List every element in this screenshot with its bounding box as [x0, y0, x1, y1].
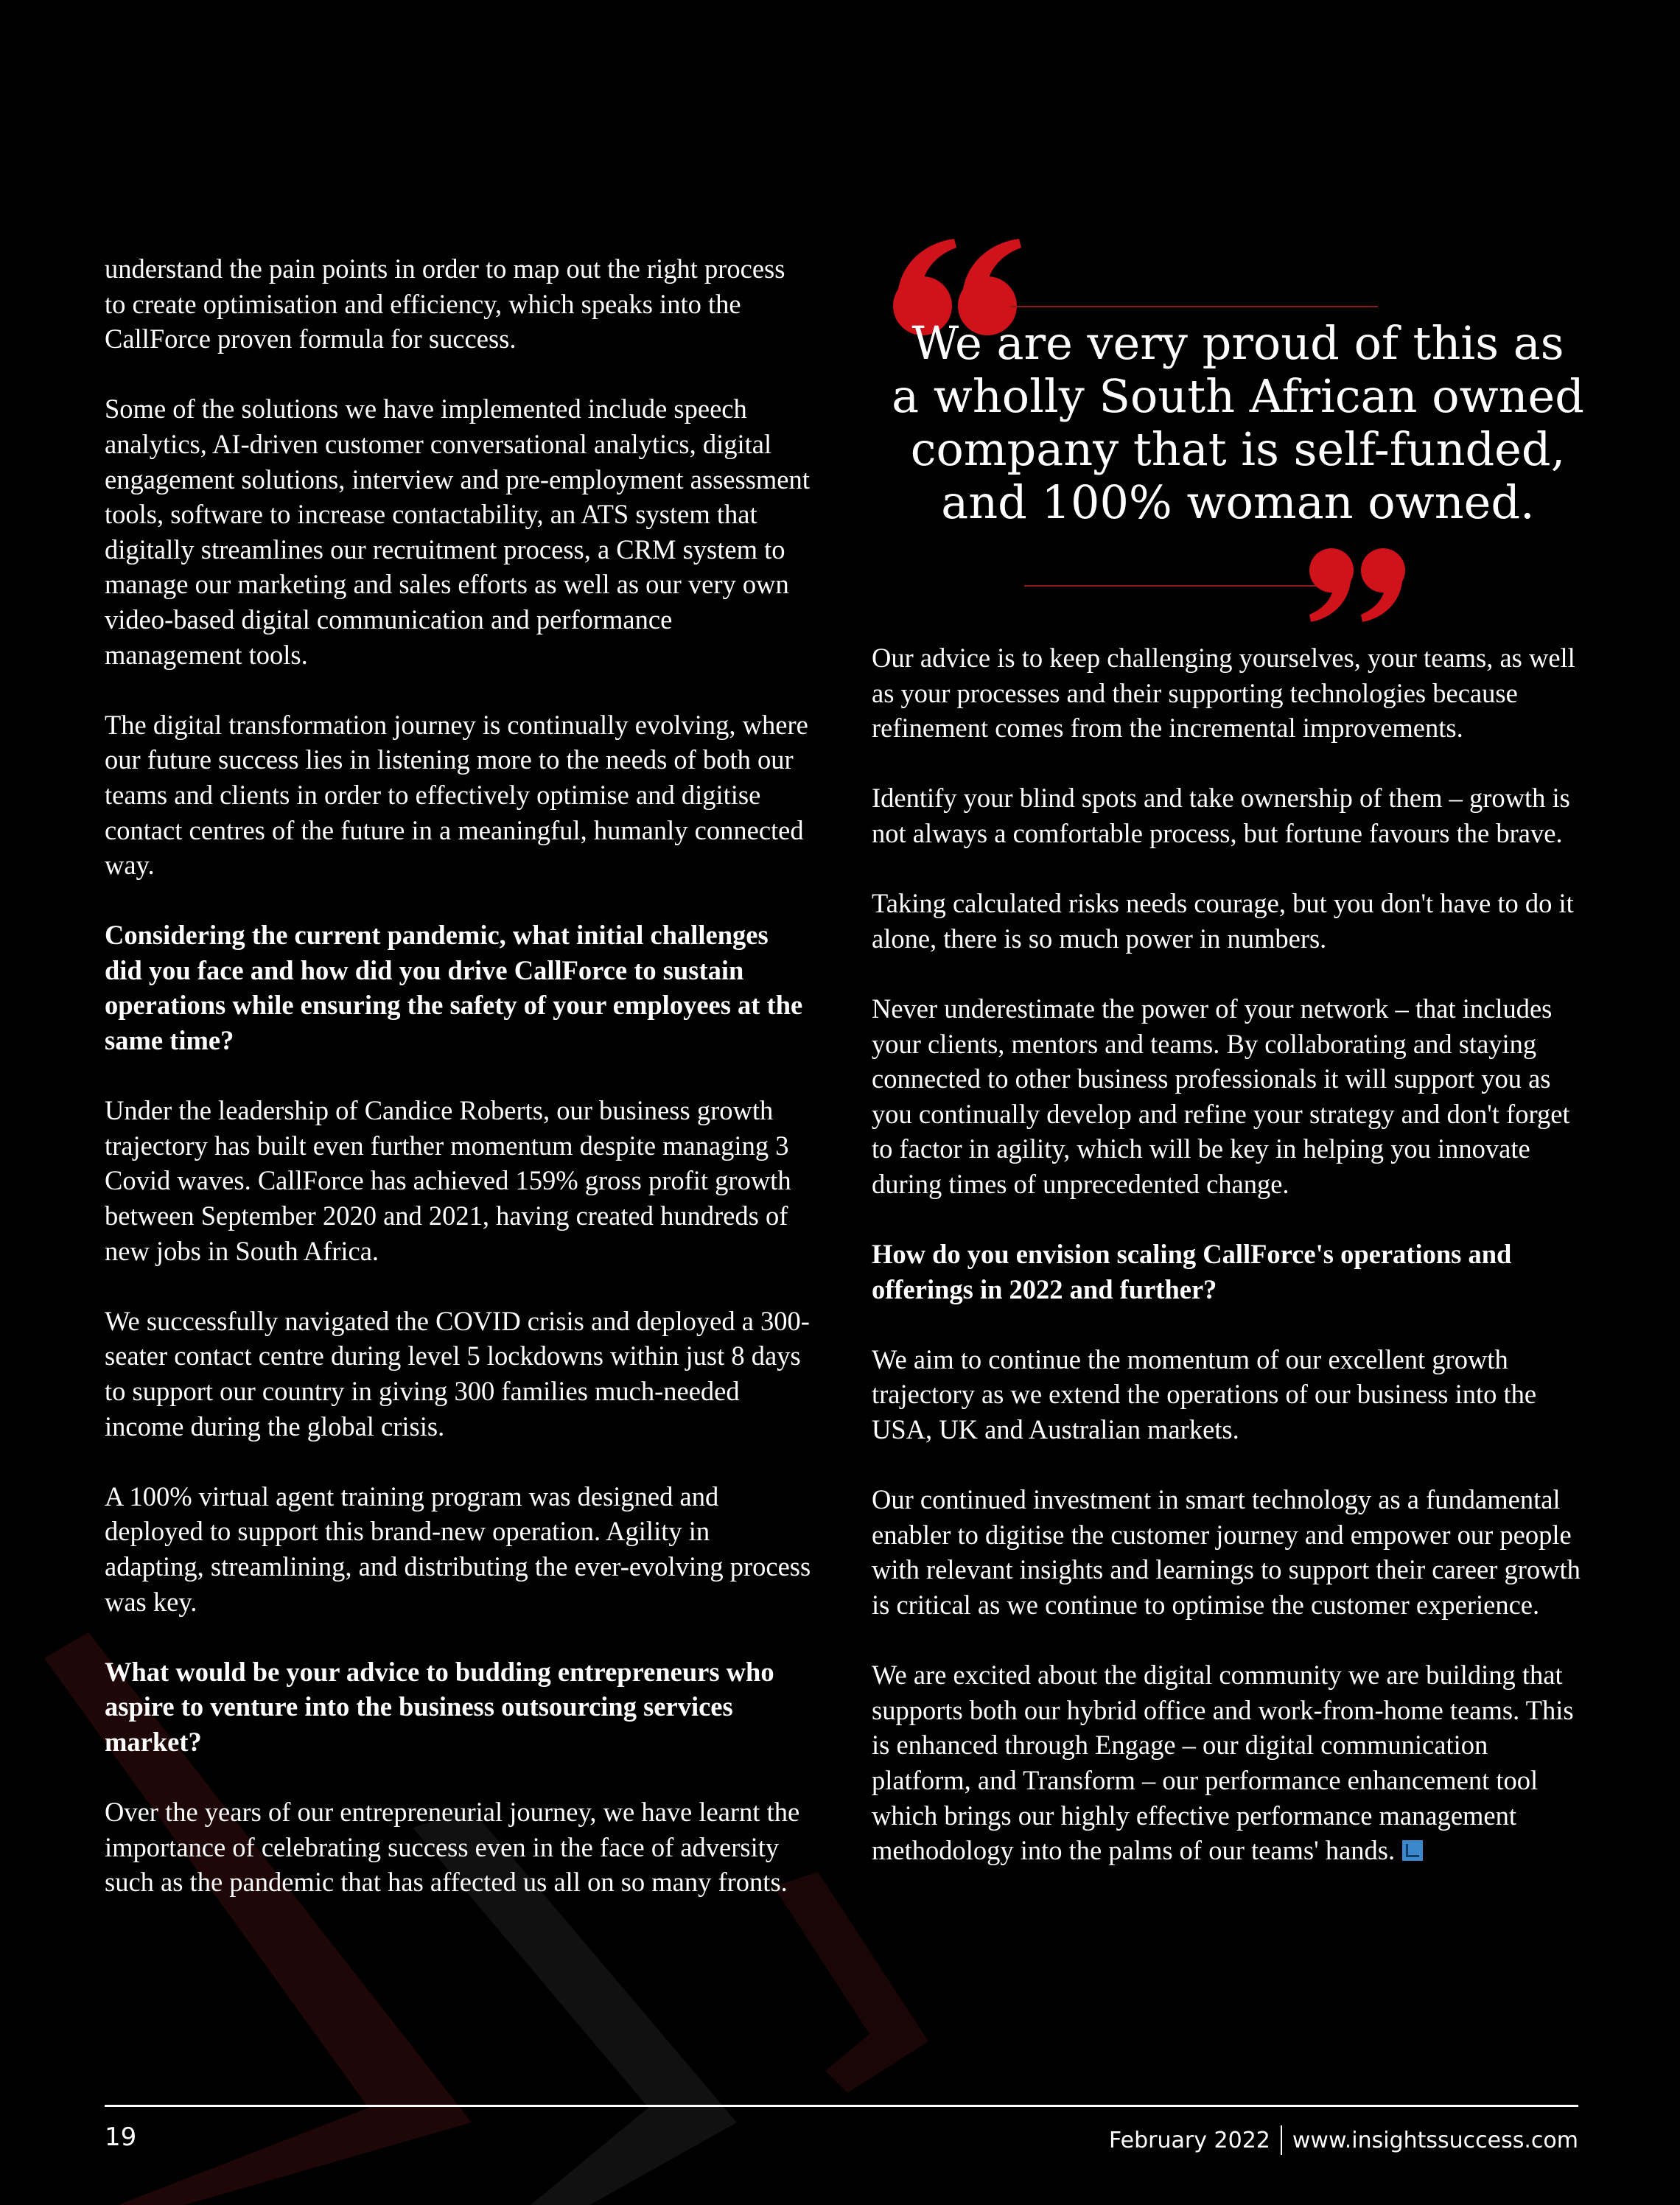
body-text: We are excited about the digital community we are building that supports both our hybrid office and work-from-home teams. This is enhanced through Engage – our digital communication platform, and Transform – our performance enhancement tool which brings our highly effective performance management methodology into the palms of our teams' hands.	[872, 1660, 1574, 1866]
body-paragraph: Under the leadership of Candice Roberts, our business growth trajectory has built even further momentum despite managing 3 Covid waves. CallForce has achieved 159% gross profit growth between September 2020 and 2021, having created hundreds of new jobs in South Africa.	[105, 1095, 791, 1266]
pull-quote	[892, 236, 1584, 626]
pull-quote-text: We are very proud of this as a wholly South African owned company that is self-funded, and 100% woman owned.	[892, 316, 1584, 529]
footer-right	[1109, 2125, 1578, 2155]
footer-separator	[1281, 2125, 1282, 2155]
body-paragraph: We aim to continue the momentum of our excellent growth trajectory as we extend the operations of our business into the USA, UK and Australian markets.	[872, 1343, 1537, 1445]
interview-question: How do you envision scaling CallForce's operations and offerings in 2022 and further?	[872, 1239, 1512, 1304]
left-column	[105, 251, 812, 1935]
body-paragraph: We successfully navigated the COVID crisis and deployed a 300-seater contact centre during level 5 lockdowns within just 8 days to support our country in giving 300 families much-needed income during the global crisis.	[105, 1305, 810, 1442]
body-paragraph: Our continued investment in smart technology as a fundamental enabler to digitise the customer journey and empower our people with relevant insights and learnings to support their career growth is critical as we continue to optimise the customer experience.	[872, 1484, 1581, 1621]
body-paragraph: The digital transformation journey is continually evolving, where our future success lies in listening more to the needs of both our teams and clients in order to effectively optimise and digitise contact centres of the future in a meaningful, humanly connected way.	[105, 709, 808, 881]
interview-question: What would be your advice to budding entrepreneurs who aspire to venture into the business outsourcing services market?	[105, 1656, 774, 1757]
close-quote-icon	[1308, 545, 1411, 626]
closing-paragraph	[872, 1657, 1583, 1868]
page-number: 19	[105, 2122, 137, 2152]
body-paragraph: Never underestimate the power of your network – that includes your clients, mentors and teams. By collaborating and staying connected to other business professionals it will support you as you continually develop and refine your strategy and don't forget to factor in agility, which will be key in helping you innovate during times of unprecedented change.	[872, 993, 1570, 1199]
footer-divider	[105, 2105, 1578, 2107]
end-of-article-icon	[1402, 1840, 1423, 1861]
body-paragraph: Our advice is to keep challenging yourselves, your teams, as well as your processes and their supporting technologies because refinement comes from the incremental improvements.	[872, 643, 1575, 744]
quote-rule-bottom	[1024, 585, 1326, 587]
issue-date: February 2022	[1109, 2128, 1270, 2153]
website-link[interactable]: www.insightssuccess.com	[1292, 2128, 1578, 2153]
body-paragraph: Taking calculated risks needs courage, but you don't have to do it alone, there is so much power in numbers.	[872, 888, 1574, 954]
body-paragraph: Some of the solutions we have implemented include speech analytics, AI-driven customer conversational analytics, digital engagement solutions, interview and pre-employment assessment tools, software to increase contactability, an ATS system that digitally streamlines our recruitment process, a CRM system to manage our marketing and sales efforts as well as our very own video-based digital communication and performance management tools.	[105, 394, 810, 670]
right-column	[872, 640, 1583, 1903]
page-footer	[105, 2117, 1578, 2161]
body-paragraph: A 100% virtual agent training program was designed and deployed to support this brand-new operation. Agility in adapting, streamlining, and distributing the ever-evolving process was key.	[105, 1481, 811, 1617]
interview-question: Considering the current pandemic, what initial challenges did you face and how did you drive CallForce to sustain operations while ensuring the safety of your employees at the same time?	[105, 920, 803, 1056]
quote-rule-top	[1009, 306, 1378, 307]
body-paragraph: understand the pain points in order to map out the right process to create optimisation and efficiency, which speaks into the CallForce proven formula for success.	[105, 254, 785, 354]
body-paragraph: Over the years of our entrepreneurial journey, we have learnt the importance of celebrating success even in the face of adversity such as the pandemic that has affected us all on so many fronts.	[105, 1797, 800, 1898]
body-paragraph: Identify your blind spots and take ownership of them – growth is not always a comfortable process, but fortune favours the brave.	[872, 783, 1570, 848]
